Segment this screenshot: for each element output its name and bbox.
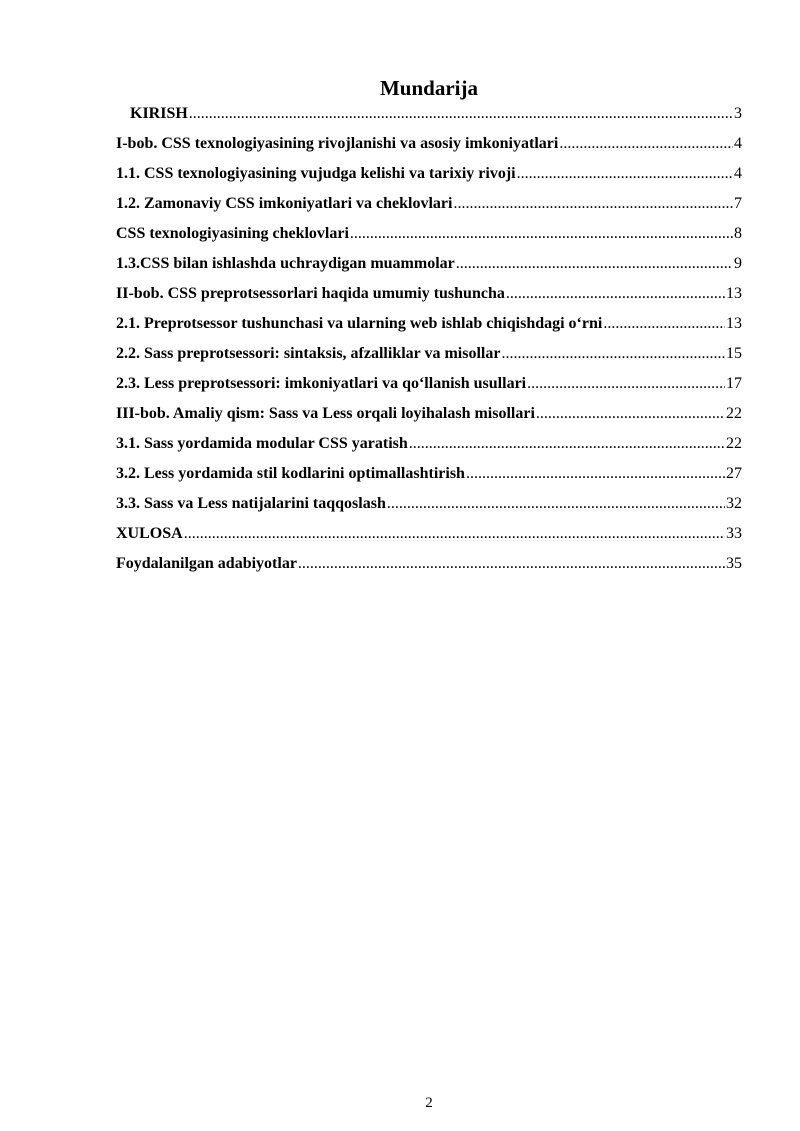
toc-entry-label: XULOSA: [116, 525, 183, 542]
dot-leader: [453, 193, 733, 215]
toc-entry-kirish[interactable]: [116, 103, 742, 133]
toc-entry-label: 3.2. Less yordamida stil kodlarini optimallashtirish: [116, 465, 465, 482]
toc-entry-label: 3.3. Sass va Less natijalarini taqqoslash: [116, 495, 386, 512]
toc-entry-page: 22: [726, 435, 742, 452]
dot-leader: [559, 133, 733, 155]
dot-leader: [466, 463, 725, 485]
dot-leader: [387, 493, 725, 515]
toc-entry-page: 35: [726, 555, 742, 572]
dot-leader: [350, 223, 733, 245]
toc-entry-page: 17: [726, 375, 742, 392]
dot-leader: [184, 523, 725, 545]
toc-entry-page: 13: [726, 285, 742, 302]
dot-leader: [506, 283, 725, 305]
toc-entry-page: 9: [734, 255, 742, 272]
toc-entry-label: III-bob. Amaliy qism: Sass va Less orqali loyihalash misollari: [116, 405, 535, 422]
dot-leader: [456, 253, 733, 275]
toc-entry-2-2[interactable]: [116, 343, 742, 373]
toc-entry-label: Foydalanilgan adabiyotlar: [116, 555, 297, 572]
toc-entry-label: 2.3. Less preprotsessori: imkoniyatlari va qo‘llanish usullari: [116, 375, 527, 392]
toc-entry-label: 1.2. Zamonaviy CSS imkoniyatlari va cheklovlari: [116, 195, 453, 212]
dot-leader: [603, 313, 725, 335]
dot-leader: [527, 373, 725, 395]
toc-entry-page: 4: [734, 165, 742, 182]
toc-entry-label: 2.2. Sass preprotsessori: sintaksis, afzalliklar va misollar: [116, 345, 501, 362]
toc-entry-page: 7: [734, 195, 742, 212]
toc-entry-chapter-2[interactable]: [116, 283, 742, 313]
toc-entry-page: 4: [734, 135, 742, 152]
toc-entry-page: 22: [726, 405, 742, 422]
toc-entry-page: 8: [734, 225, 742, 242]
table-of-contents: [116, 103, 742, 583]
toc-title: Mundarija: [379, 76, 478, 100]
toc-entry-xulosa[interactable]: [116, 523, 742, 553]
toc-entry-3-3[interactable]: [116, 493, 742, 523]
toc-entry-page: 13: [726, 315, 742, 332]
toc-entry-2-3[interactable]: [116, 373, 742, 403]
toc-entry-label: I-bob. CSS texnologiyasining rivojlanishi va asosiy imkoniyatlari: [116, 135, 559, 152]
toc-entry-1-3[interactable]: [116, 253, 742, 283]
toc-entry-label: 3.1. Sass yordamida modular CSS yaratish: [116, 435, 408, 452]
toc-entry-label: 2.1. Preprotsessor tushunchasi va ularning web ishlab chiqishdagi o‘rni: [116, 315, 603, 332]
dot-leader: [409, 433, 725, 455]
dot-leader: [298, 553, 725, 575]
toc-entry-3-1[interactable]: [116, 433, 742, 463]
toc-entry-page: 33: [726, 525, 742, 542]
toc-entry-references[interactable]: [116, 553, 742, 583]
toc-entry-page: 32: [726, 495, 742, 512]
dot-leader: [189, 103, 733, 125]
toc-entry-label: II-bob. CSS preprotsessorlari haqida umumiy tushuncha: [116, 285, 505, 302]
toc-entry-label: 1.3.CSS bilan ishlashda uchraydigan muammolar: [116, 255, 455, 272]
toc-entry-3-2[interactable]: [116, 463, 742, 493]
toc-entry-label: 1.1. CSS texnologiyasining vujudga kelishi va tarixiy rivoji: [116, 165, 516, 182]
toc-entry-page: 27: [726, 465, 742, 482]
toc-entry-label: CSS texnologiyasining cheklovlari: [116, 225, 349, 242]
dot-leader: [501, 343, 725, 365]
dot-leader: [517, 163, 733, 185]
toc-entry-1-1[interactable]: [116, 163, 742, 193]
toc-entry-page: 3: [734, 105, 742, 122]
dot-leader: [536, 403, 725, 425]
toc-entry-css-limitations[interactable]: [116, 223, 742, 253]
toc-entry-page: 15: [726, 345, 742, 362]
toc-entry-2-1[interactable]: [116, 313, 742, 343]
page-number: 2: [425, 1095, 433, 1111]
toc-entry-label: KIRISH: [130, 105, 188, 122]
toc-entry-1-2[interactable]: [116, 193, 742, 223]
toc-entry-chapter-3[interactable]: [116, 403, 742, 433]
toc-entry-chapter-1[interactable]: [116, 133, 742, 163]
